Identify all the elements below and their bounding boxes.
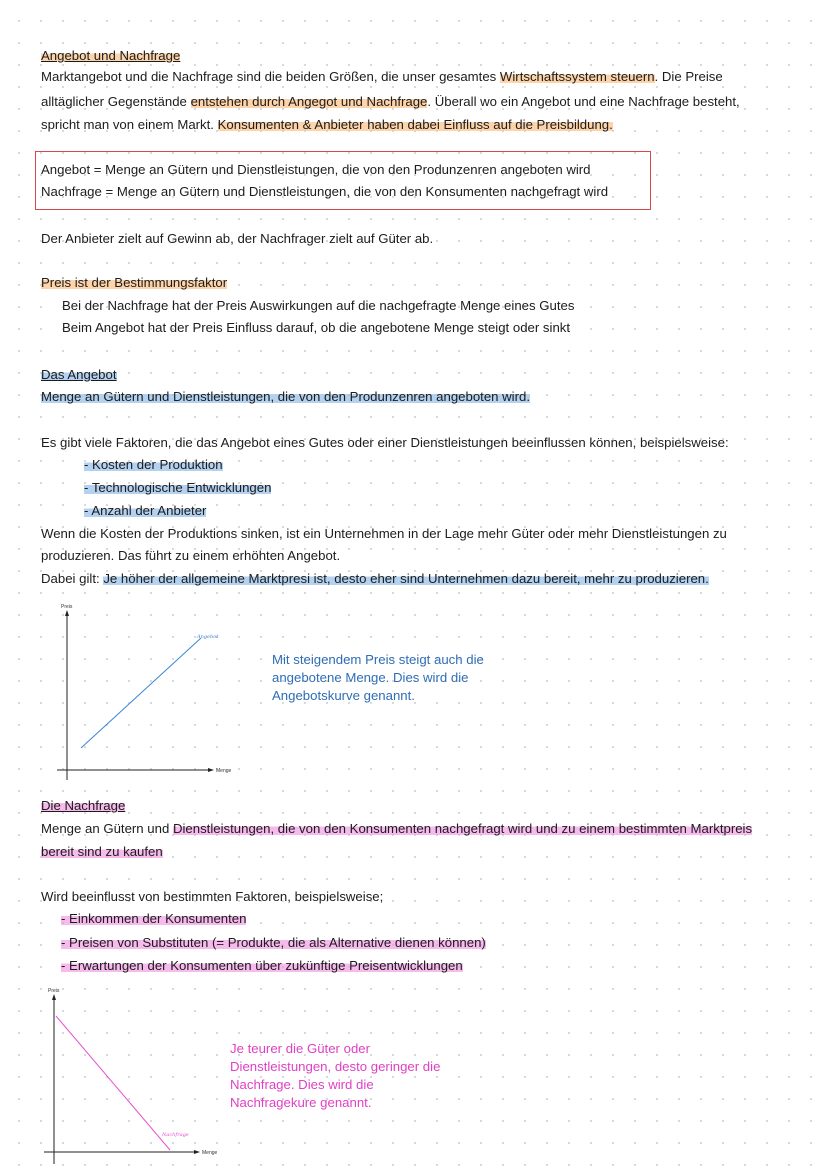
intro-heading-text: Angebot und Nachfrage — [41, 48, 181, 63]
demand-graph-y-label: Preis — [48, 988, 60, 994]
supply-graph — [55, 600, 245, 780]
definition-nachfrage: Nachfrage = Menge an Gütern und Dienstleistungen, die von den Konsumenten nachgefragt wird — [41, 184, 609, 199]
supply-heading-text: Das Angebot — [41, 367, 117, 382]
supply-factor: - Kosten der Produktion — [84, 457, 223, 472]
supply-x-arrow-icon — [208, 768, 214, 772]
supply-graph-x-label: Menge — [216, 768, 232, 774]
demand-factor: - Preisen von Substituten (= Produkte, die als Alternative dienen können) — [61, 935, 486, 950]
supply-curve-label: Angebot — [197, 634, 219, 640]
highlight: entstehen durch Angegot und Nachfrage — [190, 94, 428, 109]
supply-factors-intro: Es gibt viele Faktoren, die das Angebot eines Gutes oder einer Dienstleistungen beeinflussen können, beispielsweise: — [41, 435, 729, 450]
demand-note: Je teurer die Güter oder Dienstleistungen, desto geringer die Nachfrage. Dies wird die Nachfragekure genannt. — [230, 1041, 441, 1110]
goal-line: Der Anbieter zielt auf Gewinn ab, der Nachfrager zielt auf Güter ab. — [41, 231, 434, 246]
intro-line-3: spricht man von einem Markt. Konsumenten & Anbieter haben dabei Einfluss auf die Preisbildung. — [41, 117, 613, 132]
demand-x-arrow-icon — [194, 1150, 200, 1154]
price-heading-text: Preis ist der Bestimmungsfaktor — [41, 275, 228, 290]
demand-factor: - Einkommen der Konsumenten — [61, 911, 247, 926]
demand-curve-label: Nachfrage — [162, 1132, 189, 1138]
supply-explain-1: Wenn die Kosten der Produktions sinken, ist ein Unternehmen in der Lage mehr Güter oder mehr Dienstleistungen zu — [41, 526, 727, 541]
demand-factors-intro: Wird beeinflusst von bestimmten Faktoren, beispielsweise; — [41, 889, 384, 904]
intro-heading — [41, 47, 180, 65]
definition-angebot: Angebot = Menge an Gütern und Dienstleistungen, die von den Produnzenren angeboten wird — [41, 162, 591, 177]
demand-definition-2: bereit sind zu kaufen — [41, 844, 163, 859]
highlight: Wirtschaftssystem steuern — [499, 69, 655, 84]
supply-rule: Dabei gilt: Je höher der allgemeine Marktpresi ist, desto eher sind Unternehmen dazu bereit, mehr zu produzieren. — [41, 571, 709, 586]
highlight: Konsumenten & Anbieter haben dabei Einfluss auf die Preisbildung. — [217, 117, 613, 132]
demand-heading-text: Die Nachfrage — [41, 798, 126, 813]
supply-explain-2: produzieren. Das führt zu einem erhöhten Angebot. — [41, 548, 341, 563]
demand-heading — [41, 797, 125, 815]
price-item: Beim Angebot hat der Preis Einfluss darauf, ob die angebotene Menge steigt oder sinkt — [62, 320, 571, 335]
supply-curve — [81, 638, 201, 748]
demand-factor: - Erwartungen der Konsumenten über zukünftige Preisentwicklungen — [61, 958, 463, 973]
definition-box — [35, 151, 651, 210]
highlight: Dienstleistungen, die von den Konsumenten nachgefragt wird und zu einem bestimmten Marktpreis — [172, 821, 753, 836]
supply-graph-y-label: Preis — [61, 604, 73, 610]
supply-factor: - Anzahl der Anbieter — [84, 503, 207, 518]
supply-factor: - Technologische Entwicklungen — [84, 480, 272, 495]
supply-y-arrow-icon — [65, 610, 69, 616]
intro-line-1: Marktangebot und die Nachfrage sind die beiden Größen, die unser gesamtes Wirtschaftssystem steuern. Die Preise — [41, 69, 723, 84]
demand-y-arrow-icon — [52, 994, 56, 1000]
price-heading — [41, 274, 227, 292]
demand-graph — [42, 984, 232, 1164]
supply-heading — [41, 366, 117, 384]
highlight: Je höher der allgemeine Marktpresi ist, desto eher sind Unternehmen dazu bereit, mehr zu produzieren. — [103, 571, 709, 586]
price-item: Bei der Nachfrage hat der Preis Auswirkungen auf die nachgefragte Menge eines Gutes — [62, 298, 575, 313]
demand-graph-x-label: Menge — [202, 1150, 218, 1156]
intro-line-2: alltäglicher Gegenstände entstehen durch Angegot und Nachfrage. Überall wo ein Angebot und eine Nachfrage besteht, — [41, 94, 740, 109]
demand-definition-1: Menge an Gütern und Dienstleistungen, die von den Konsumenten nachgefragt wird und zu einem bestimmten Marktpreis — [41, 821, 753, 836]
supply-definition: Menge an Gütern und Dienstleistungen, die von den Produnzenren angeboten wird. — [41, 389, 531, 404]
demand-curve — [56, 1016, 170, 1150]
supply-note: Mit steigendem Preis steigt auch die angebotene Menge. Dies wird die Angebotskurve genannt. — [272, 652, 484, 703]
